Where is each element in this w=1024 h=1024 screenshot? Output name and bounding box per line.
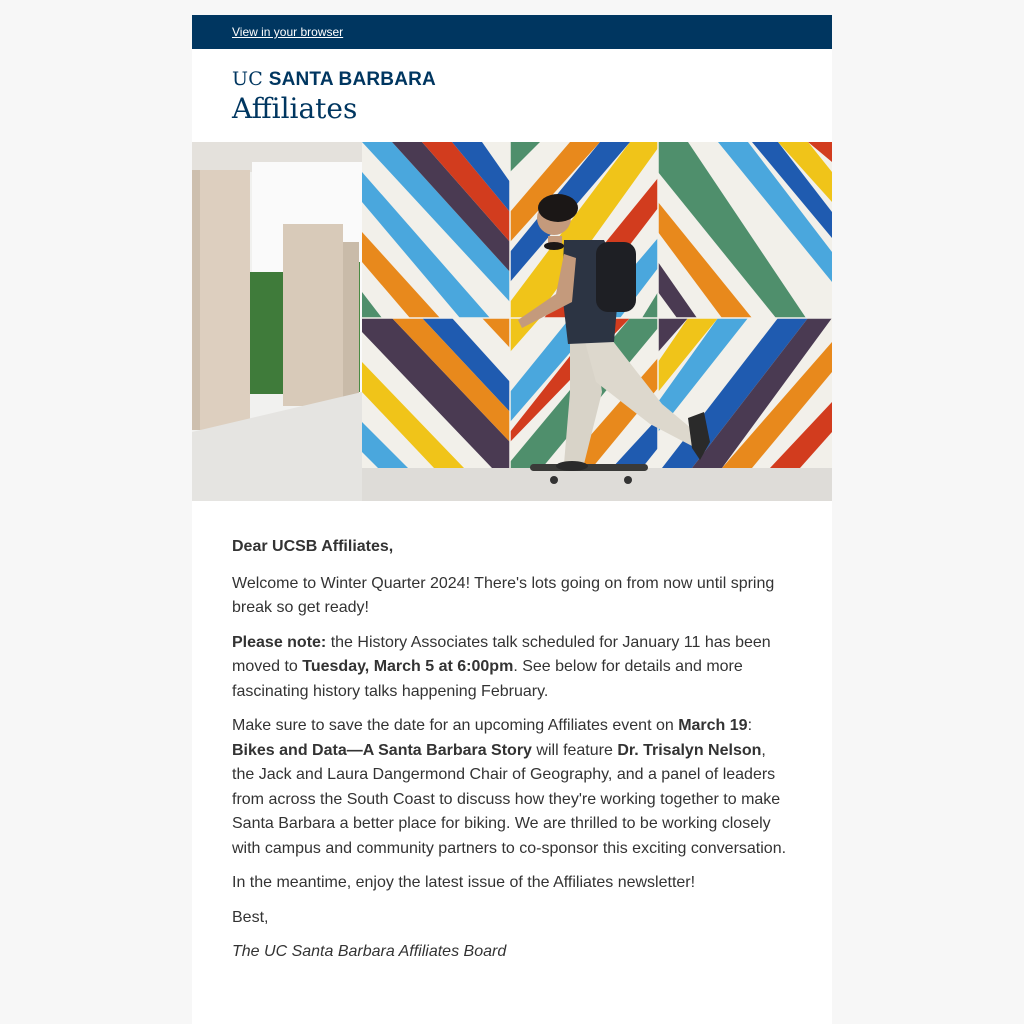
ucsb-affiliates-logo	[192, 49, 832, 142]
please-note-text-1: the History Associates talk scheduled for January 11 has been moved to	[232, 633, 771, 675]
signature: The UC Santa Barbara Affiliates Board	[232, 943, 507, 960]
top-bar	[192, 15, 832, 49]
save-date-text-4: , the Jack and Laura Dangermond Chair of Geography, and a panel of leaders from across the South Coast to discuss how they're working together to make Santa Barbara a better place for biking. We are thrilled to be working closely with campus and community partners to co-sponsor this exciting conversation.	[232, 741, 787, 857]
paragraph-meantime: In the meantime, enjoy the latest issue of the Affiliates newsletter!	[232, 874, 696, 891]
please-note-text-2: . See below for details and more fascinating history talks happening February.	[232, 658, 743, 700]
paragraph-please-note	[232, 631, 792, 705]
logo-uc: UC	[232, 68, 263, 90]
please-note-label: Please note:	[232, 633, 327, 651]
event-date: March 19	[678, 717, 748, 734]
hero-image	[192, 142, 832, 501]
letter-body	[192, 501, 832, 965]
paragraph-save-the-date	[232, 714, 792, 861]
rescheduled-date: Tuesday, March 5 at 6:00pm	[302, 658, 514, 675]
closing: Best,	[232, 908, 269, 926]
view-in-browser-link[interactable]: View in your browser	[232, 25, 344, 39]
paragraph-welcome: Welcome to Winter Quarter 2024! There's lots going on from now until spring break so get ready!	[232, 574, 775, 616]
event-title: Bikes and Data—A Santa Barbara Story	[232, 741, 532, 759]
save-date-text-2: :	[747, 717, 753, 734]
save-date-text-3: will feature	[531, 741, 618, 759]
logo-affiliates: Affiliates	[232, 92, 358, 125]
speaker-name: Dr. Trisalyn Nelson	[617, 741, 762, 759]
logo-santa-barbara: SANTA BARBARA	[268, 69, 436, 90]
save-date-text-1: Make sure to save the date for an upcoming Affiliates event on	[232, 717, 679, 734]
greeting: Dear UCSB Affiliates,	[232, 538, 394, 555]
email-container	[192, 15, 832, 1024]
logo-wordmark	[232, 68, 436, 91]
hero-photo-skateboarder-mural	[192, 142, 832, 501]
